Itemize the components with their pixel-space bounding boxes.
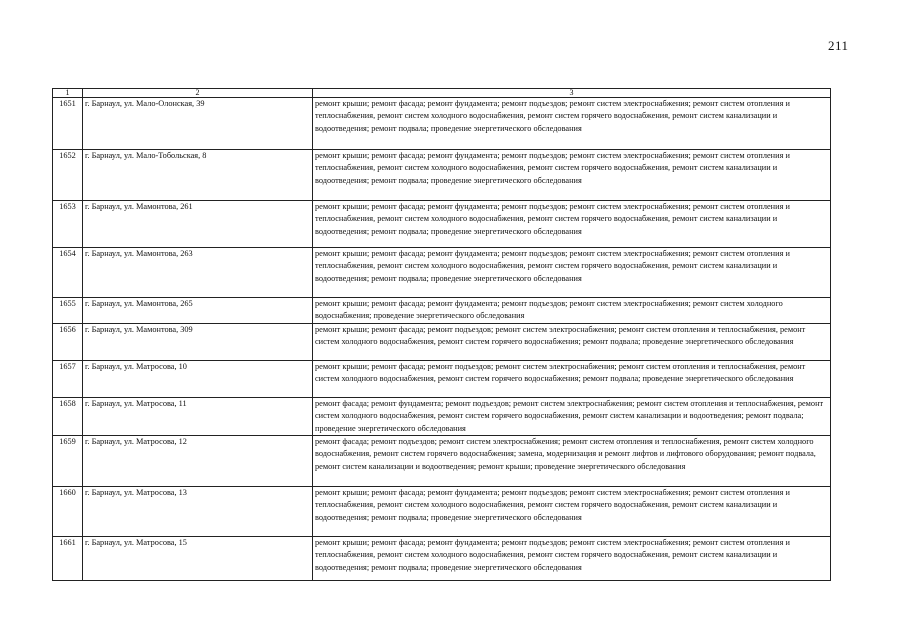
row-number: 1659 bbox=[53, 436, 83, 487]
row-address: г. Барнаул, ул. Мало-Олонская, 39 bbox=[83, 98, 313, 150]
column-header-number: 1 bbox=[53, 89, 83, 98]
row-works: ремонт фасада; ремонт фундамента; ремонт подъездов; ремонт систем электроснабжения; ремонт систем отопления и теплоснабжения, ремонт систем холодного водоснабжения, ремонт систем горячего водоснабжения, ремонт систем канализации и водоотведения; ремонт подвала; проведение энергетического обследования bbox=[313, 397, 831, 435]
column-header-works: 3 bbox=[313, 89, 831, 98]
table-row bbox=[53, 487, 831, 537]
row-number: 1660 bbox=[53, 487, 83, 537]
header-row bbox=[53, 89, 831, 98]
row-number: 1652 bbox=[53, 150, 83, 201]
row-number: 1661 bbox=[53, 537, 83, 581]
row-number: 1653 bbox=[53, 201, 83, 248]
table-row bbox=[53, 360, 831, 397]
row-works: ремонт крыши; ремонт фасада; ремонт фундамента; ремонт подъездов; ремонт систем электроснабжения; ремонт систем отопления и теплоснабжения, ремонт систем холодного водоснабжения, ремонт систем горячего водоснабжения, ремонт систем канализации и водоотведения; ремонт подвала; проведение энергетического обследования bbox=[313, 98, 831, 150]
table-row bbox=[53, 98, 831, 150]
row-address: г. Барнаул, ул. Матросова, 10 bbox=[83, 360, 313, 397]
row-address: г. Барнаул, ул. Матросова, 15 bbox=[83, 537, 313, 581]
row-works: ремонт крыши; ремонт фасада; ремонт фундамента; ремонт подъездов; ремонт систем электроснабжения; ремонт систем отопления и теплоснабжения, ремонт систем холодного водоснабжения, ремонт систем горячего водоснабжения, ремонт систем канализации и водоотведения; ремонт подвала; проведение энергетического обследования bbox=[313, 487, 831, 537]
table-row bbox=[53, 397, 831, 435]
row-address: г. Барнаул, ул. Матросова, 12 bbox=[83, 436, 313, 487]
row-works: ремонт фасада; ремонт подъездов; ремонт систем электроснабжения; ремонт систем отопления и теплоснабжения, ремонт систем холодного водоснабжения, ремонт систем горячего водоснабжения; замена, модернизация и ремонт лифтов и лифтового оборудования; ремонт подвала, ремонт систем канализации и водоотведения; ремонт крыши; проведение энергетического обследования bbox=[313, 436, 831, 487]
row-number: 1654 bbox=[53, 248, 83, 298]
row-works: ремонт крыши; ремонт фасада; ремонт фундамента; ремонт подъездов; ремонт систем электроснабжения; ремонт систем холодного водоснабжения; проведение энергетического обследования bbox=[313, 298, 831, 324]
row-address: г. Барнаул, ул. Мамонтова, 265 bbox=[83, 298, 313, 324]
row-works: ремонт крыши; ремонт фасада; ремонт фундамента; ремонт подъездов; ремонт систем электроснабжения; ремонт систем отопления и теплоснабжения, ремонт систем холодного водоснабжения, ремонт систем горячего водоснабжения, ремонт систем канализации и водоотведения; ремонт подвала; проведение энергетического обследования bbox=[313, 248, 831, 298]
row-address: г. Барнаул, ул. Матросова, 11 bbox=[83, 397, 313, 435]
row-works: ремонт крыши; ремонт фасада; ремонт подъездов; ремонт систем электроснабжения; ремонт систем отопления и теплоснабжения, ремонт систем холодного водоснабжения, ремонт систем горячего водоснабжения; ремонт подвала; проведение энергетического обследования bbox=[313, 360, 831, 397]
row-address: г. Барнаул, ул. Мамонтова, 309 bbox=[83, 323, 313, 360]
row-address: г. Барнаул, ул. Мало-Тобольская, 8 bbox=[83, 150, 313, 201]
table-row bbox=[53, 537, 831, 581]
page-number: 211 bbox=[828, 38, 849, 53]
repair-works-table bbox=[52, 88, 831, 581]
table-row bbox=[53, 201, 831, 248]
row-address: г. Барнаул, ул. Мамонтова, 263 bbox=[83, 248, 313, 298]
row-number: 1658 bbox=[53, 397, 83, 435]
table-row bbox=[53, 150, 831, 201]
row-address: г. Барнаул, ул. Мамонтова, 261 bbox=[83, 201, 313, 248]
table-row bbox=[53, 436, 831, 487]
row-works: ремонт крыши; ремонт фасада; ремонт фундамента; ремонт подъездов; ремонт систем электроснабжения; ремонт систем отопления и теплоснабжения, ремонт систем холодного водоснабжения, ремонт систем горячего водоснабжения, ремонт систем канализации и водоотведения; ремонт подвала; проведение энергетического обследования bbox=[313, 537, 831, 581]
row-number: 1655 bbox=[53, 298, 83, 324]
row-number: 1651 bbox=[53, 98, 83, 150]
row-number: 1656 bbox=[53, 323, 83, 360]
row-works: ремонт крыши; ремонт фасада; ремонт фундамента; ремонт подъездов; ремонт систем электроснабжения; ремонт систем отопления и теплоснабжения, ремонт систем холодного водоснабжения, ремонт систем горячего водоснабжения, ремонт систем канализации и водоотведения; ремонт подвала; проведение энергетического обследования bbox=[313, 150, 831, 201]
row-works: ремонт крыши; ремонт фасада; ремонт подъездов; ремонт систем электроснабжения; ремонт систем отопления и теплоснабжения, ремонт систем холодного водоснабжения, ремонт систем горячего водоснабжения; ремонт подвала; проведение энергетического обследования bbox=[313, 323, 831, 360]
row-address: г. Барнаул, ул. Матросова, 13 bbox=[83, 487, 313, 537]
table-row bbox=[53, 298, 831, 324]
table-row bbox=[53, 323, 831, 360]
table-row bbox=[53, 248, 831, 298]
column-header-address: 2 bbox=[83, 89, 313, 98]
row-number: 1657 bbox=[53, 360, 83, 397]
row-works: ремонт крыши; ремонт фасада; ремонт фундамента; ремонт подъездов; ремонт систем электроснабжения; ремонт систем отопления и теплоснабжения, ремонт систем холодного водоснабжения, ремонт систем горячего водоснабжения, ремонт систем канализации и водоотведения; ремонт подвала; проведение энергетического обследования bbox=[313, 201, 831, 248]
